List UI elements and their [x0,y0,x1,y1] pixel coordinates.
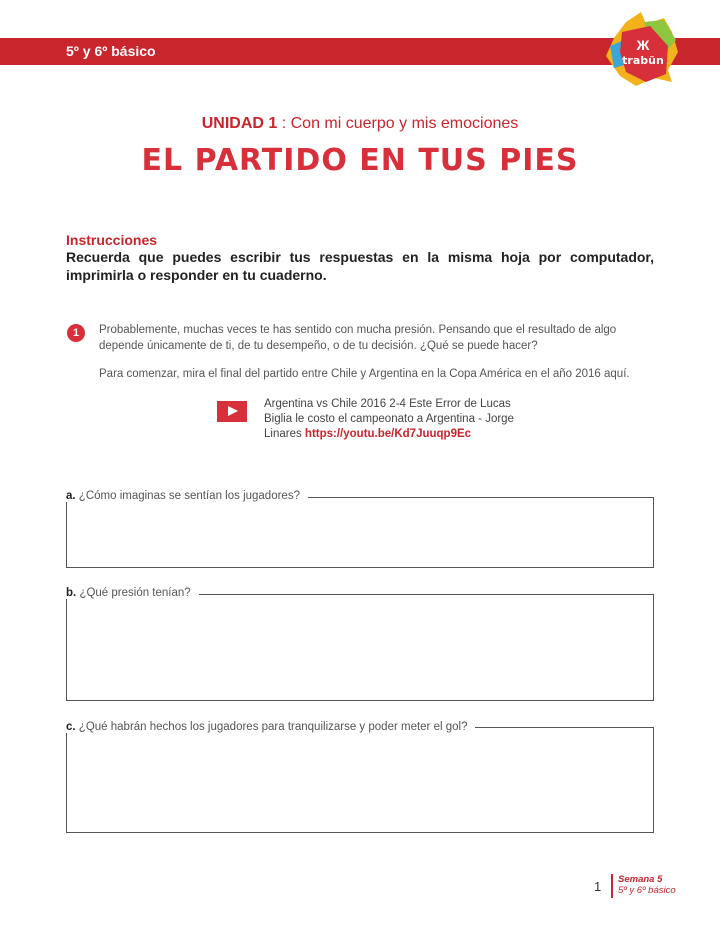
grade-label: 5º y 6º básico [66,43,156,59]
video-title: Argentina vs Chile 2016 2-4 Este Error de Lucas Biglia le costo el campeonato a Argentina - Jorge Linares [264,398,514,440]
question-text: ¿Qué presión tenían? [79,587,191,599]
answer-box-b[interactable] [66,594,654,701]
page-number: 1 [594,879,602,894]
activity-paragraph-1: Probablemente, muchas veces te has sentido con mucha presión. Pensando que el resultado de algo depende únicamente de ti, de tu desempeño, o de tu decisión. ¿Qué se puede hacer? [99,324,617,352]
question-b [66,587,199,599]
question-letter: a. [66,490,76,502]
unit-subtitle: : Con mi cuerpo y mis emociones [281,115,519,132]
question-a [66,490,308,502]
question-letter: b. [66,587,77,599]
question-c [66,721,475,733]
video-description [264,397,514,442]
answer-box-a[interactable] [66,497,654,568]
footer-grade: 5º y 6º básico [618,885,676,896]
question-text: ¿Cómo imaginas se sentían los jugadores? [78,490,300,502]
page-title: EL PARTIDO EN TUS PIES [141,143,579,178]
unit-label: UNIDAD 1 [201,115,278,132]
instructions-text: Recuerda que puedes escribir tus respuestas en la misma hoja por computador, imprimirla o responder en tu cuaderno. [66,249,654,283]
video-link[interactable]: https://youtu.be/Kd7Juuqp9Ec [304,428,472,440]
footer-info [618,874,676,896]
activity-number: 1 [67,324,85,342]
trabun-logo [606,12,678,86]
question-letter: c. [66,721,76,733]
answer-box-c[interactable] [66,727,654,833]
play-video-icon[interactable] [217,401,247,422]
svg-text:trabün: trabün [622,54,664,67]
week-label: Semana 5 [618,874,663,885]
instructions-heading: Instrucciones [66,232,158,248]
unit-heading [0,115,720,133]
question-text: ¿Qué habrán hechos los jugadores para tranquilizarse y poder meter el gol? [78,721,468,733]
svg-text:Ж: Ж [636,37,650,53]
footer-divider [611,874,613,898]
activity-paragraph-2: Para comenzar, mira el final del partido entre Chile y Argentina en la Copa América en el año 2016 aquí. [99,368,630,380]
